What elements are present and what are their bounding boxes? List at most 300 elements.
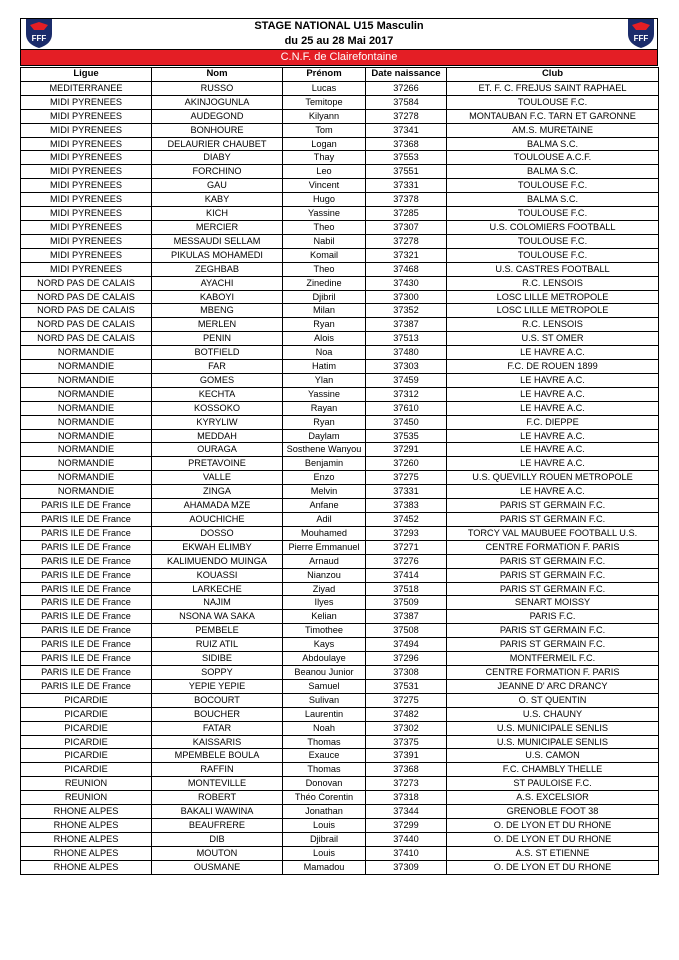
cell-club: LE HAVRE A.C. bbox=[447, 373, 659, 387]
cell-nom: FORCHINO bbox=[152, 165, 283, 179]
table-row bbox=[21, 123, 659, 137]
table-row bbox=[21, 401, 659, 415]
cell-nom: AOUCHICHE bbox=[152, 513, 283, 527]
cell-prenom: Zinedine bbox=[283, 276, 366, 290]
cell-ligue: PARIS ILE DE France bbox=[21, 624, 152, 638]
cell-ligue: NORMANDIE bbox=[21, 443, 152, 457]
cell-nom: RAFFIN bbox=[152, 763, 283, 777]
cell-date-naissance: 37368 bbox=[366, 137, 447, 151]
cell-ligue: PARIS ILE DE France bbox=[21, 526, 152, 540]
cell-prenom: Enzo bbox=[283, 471, 366, 485]
cell-nom: VALLE bbox=[152, 471, 283, 485]
cell-prenom: Alois bbox=[283, 332, 366, 346]
cell-date-naissance: 37303 bbox=[366, 360, 447, 374]
cell-prenom: Milan bbox=[283, 304, 366, 318]
cell-club: LOSC LILLE METROPOLE bbox=[447, 304, 659, 318]
table-row bbox=[21, 193, 659, 207]
cell-club: ST PAULOISE F.C. bbox=[447, 777, 659, 791]
table-row bbox=[21, 95, 659, 109]
table-row bbox=[21, 582, 659, 596]
cell-date-naissance: 37275 bbox=[366, 693, 447, 707]
table-row bbox=[21, 262, 659, 276]
cell-date-naissance: 37459 bbox=[366, 373, 447, 387]
cell-nom: RUSSO bbox=[152, 81, 283, 95]
cell-date-naissance: 37296 bbox=[366, 652, 447, 666]
cell-club: A.S. ST ETIENNE bbox=[447, 846, 659, 860]
cell-ligue: NORMANDIE bbox=[21, 485, 152, 499]
cell-club: LE HAVRE A.C. bbox=[447, 401, 659, 415]
cell-date-naissance: 37518 bbox=[366, 582, 447, 596]
cell-prenom: Kilyann bbox=[283, 109, 366, 123]
cell-ligue: RHONE ALPES bbox=[21, 805, 152, 819]
cell-club: O. DE LYON ET DU RHONE bbox=[447, 860, 659, 874]
column-header-club: Club bbox=[447, 68, 659, 82]
cell-club: GRENOBLE FOOT 38 bbox=[447, 805, 659, 819]
table-row bbox=[21, 832, 659, 846]
table-row bbox=[21, 777, 659, 791]
cell-date-naissance: 37482 bbox=[366, 707, 447, 721]
cell-date-naissance: 37480 bbox=[366, 346, 447, 360]
cell-prenom: Samuel bbox=[283, 679, 366, 693]
cell-ligue: PICARDIE bbox=[21, 735, 152, 749]
cell-prenom: Hatim bbox=[283, 360, 366, 374]
cell-date-naissance: 37553 bbox=[366, 151, 447, 165]
cell-nom: GOMES bbox=[152, 373, 283, 387]
cell-date-naissance: 37513 bbox=[366, 332, 447, 346]
cell-prenom: Temitope bbox=[283, 95, 366, 109]
cell-club: SENART MOISSY bbox=[447, 596, 659, 610]
cell-date-naissance: 37352 bbox=[366, 304, 447, 318]
cell-date-naissance: 37321 bbox=[366, 248, 447, 262]
table-row bbox=[21, 610, 659, 624]
cell-ligue: MIDI PYRENEES bbox=[21, 95, 152, 109]
cell-date-naissance: 37430 bbox=[366, 276, 447, 290]
table-row bbox=[21, 234, 659, 248]
cell-club: MONTAUBAN F.C. TARN ET GARONNE bbox=[447, 109, 659, 123]
cell-prenom: Jonathan bbox=[283, 805, 366, 819]
cell-nom: SIDIBE bbox=[152, 652, 283, 666]
table-row bbox=[21, 513, 659, 527]
table-row bbox=[21, 638, 659, 652]
cell-club: U.S. CAMON bbox=[447, 749, 659, 763]
cell-club: ET. F. C. FREJUS SAINT RAPHAEL bbox=[447, 81, 659, 95]
table-row bbox=[21, 485, 659, 499]
table-row bbox=[21, 179, 659, 193]
cell-date-naissance: 37293 bbox=[366, 526, 447, 540]
cell-prenom: Ylan bbox=[283, 373, 366, 387]
cell-club: PARIS F.C. bbox=[447, 610, 659, 624]
column-header-ligue: Ligue bbox=[21, 68, 152, 82]
cell-nom: MERCIER bbox=[152, 220, 283, 234]
cell-date-naissance: 37610 bbox=[366, 401, 447, 415]
cell-prenom: Hugo bbox=[283, 193, 366, 207]
cell-prenom: Pierre Emmanuel bbox=[283, 540, 366, 554]
cell-nom: ZEGHBAB bbox=[152, 262, 283, 276]
cell-ligue: PICARDIE bbox=[21, 707, 152, 721]
table-row bbox=[21, 346, 659, 360]
cell-ligue: PARIS ILE DE France bbox=[21, 638, 152, 652]
cell-ligue: MIDI PYRENEES bbox=[21, 207, 152, 221]
cell-prenom: Benjamin bbox=[283, 457, 366, 471]
cell-nom: BONHOURE bbox=[152, 123, 283, 137]
cell-ligue: NORMANDIE bbox=[21, 457, 152, 471]
cell-date-naissance: 37584 bbox=[366, 95, 447, 109]
cell-date-naissance: 37391 bbox=[366, 749, 447, 763]
cell-date-naissance: 37508 bbox=[366, 624, 447, 638]
cell-ligue: RHONE ALPES bbox=[21, 846, 152, 860]
table-row bbox=[21, 360, 659, 374]
cell-nom: KALIMUENDO MUINGA bbox=[152, 554, 283, 568]
cell-nom: RUIZ ATIL bbox=[152, 638, 283, 652]
cell-prenom: Ilyes bbox=[283, 596, 366, 610]
cell-club: CENTRE FORMATION F. PARIS bbox=[447, 665, 659, 679]
cell-club: LE HAVRE A.C. bbox=[447, 485, 659, 499]
cell-club: BALMA S.C. bbox=[447, 165, 659, 179]
cell-club: U.S. QUEVILLY ROUEN METROPOLE bbox=[447, 471, 659, 485]
cell-date-naissance: 37260 bbox=[366, 457, 447, 471]
cell-ligue: MEDITERRANEE bbox=[21, 81, 152, 95]
cell-date-naissance: 37300 bbox=[366, 290, 447, 304]
table-body bbox=[21, 81, 659, 874]
cell-prenom: Nianzou bbox=[283, 568, 366, 582]
table-row bbox=[21, 109, 659, 123]
table-row bbox=[21, 791, 659, 805]
cell-prenom: Djibril bbox=[283, 290, 366, 304]
table-row bbox=[21, 860, 659, 874]
table-row bbox=[21, 818, 659, 832]
cell-date-naissance: 37440 bbox=[366, 832, 447, 846]
table-row bbox=[21, 721, 659, 735]
cell-ligue: NORMANDIE bbox=[21, 429, 152, 443]
cell-date-naissance: 37276 bbox=[366, 554, 447, 568]
cell-club: O. DE LYON ET DU RHONE bbox=[447, 818, 659, 832]
cell-ligue: PARIS ILE DE France bbox=[21, 652, 152, 666]
cell-date-naissance: 37285 bbox=[366, 207, 447, 221]
cell-date-naissance: 37308 bbox=[366, 665, 447, 679]
cell-club: PARIS ST GERMAIN F.C. bbox=[447, 554, 659, 568]
cell-club: PARIS ST GERMAIN F.C. bbox=[447, 499, 659, 513]
cell-nom: MEDDAH bbox=[152, 429, 283, 443]
cell-ligue: PARIS ILE DE France bbox=[21, 568, 152, 582]
table-row bbox=[21, 220, 659, 234]
cell-prenom: Laurentin bbox=[283, 707, 366, 721]
cell-prenom: Melvin bbox=[283, 485, 366, 499]
cell-date-naissance: 37410 bbox=[366, 846, 447, 860]
table-row bbox=[21, 207, 659, 221]
cell-nom: AKINJOGUNLA bbox=[152, 95, 283, 109]
cell-date-naissance: 37468 bbox=[366, 262, 447, 276]
cell-nom: AYACHI bbox=[152, 276, 283, 290]
cell-club: TOULOUSE F.C. bbox=[447, 179, 659, 193]
column-header-nom: Nom bbox=[152, 68, 283, 82]
table-row bbox=[21, 304, 659, 318]
cell-ligue: NORD PAS DE CALAIS bbox=[21, 318, 152, 332]
cell-nom: MESSAUDI SELLAM bbox=[152, 234, 283, 248]
cell-club: CENTRE FORMATION F. PARIS bbox=[447, 540, 659, 554]
cell-date-naissance: 37278 bbox=[366, 109, 447, 123]
cell-date-naissance: 37273 bbox=[366, 777, 447, 791]
cell-prenom: Arnaud bbox=[283, 554, 366, 568]
cell-nom: PEMBELE bbox=[152, 624, 283, 638]
cell-date-naissance: 37375 bbox=[366, 735, 447, 749]
cell-club: O. DE LYON ET DU RHONE bbox=[447, 832, 659, 846]
cell-ligue: PICARDIE bbox=[21, 721, 152, 735]
cell-club: PARIS ST GERMAIN F.C. bbox=[447, 582, 659, 596]
cell-date-naissance: 37266 bbox=[366, 81, 447, 95]
cell-prenom: Kays bbox=[283, 638, 366, 652]
cell-nom: EKWAH ELIMBY bbox=[152, 540, 283, 554]
cell-nom: BOTFIELD bbox=[152, 346, 283, 360]
column-header-prenom: Prénom bbox=[283, 68, 366, 82]
cell-prenom: Ryan bbox=[283, 415, 366, 429]
cell-date-naissance: 37302 bbox=[366, 721, 447, 735]
cell-prenom: Donovan bbox=[283, 777, 366, 791]
cell-prenom: Noa bbox=[283, 346, 366, 360]
document-header bbox=[20, 18, 658, 66]
cell-ligue: MIDI PYRENEES bbox=[21, 179, 152, 193]
cell-club: TOULOUSE F.C. bbox=[447, 248, 659, 262]
cell-ligue: NORD PAS DE CALAIS bbox=[21, 304, 152, 318]
cell-nom: DIB bbox=[152, 832, 283, 846]
cell-date-naissance: 37452 bbox=[366, 513, 447, 527]
cell-date-naissance: 37291 bbox=[366, 443, 447, 457]
cell-ligue: MIDI PYRENEES bbox=[21, 165, 152, 179]
cell-date-naissance: 37331 bbox=[366, 179, 447, 193]
cell-date-naissance: 37299 bbox=[366, 818, 447, 832]
cell-date-naissance: 37318 bbox=[366, 791, 447, 805]
cell-ligue: PARIS ILE DE France bbox=[21, 610, 152, 624]
cell-prenom: Sulivan bbox=[283, 693, 366, 707]
cell-club: TOULOUSE F.C. bbox=[447, 234, 659, 248]
cell-date-naissance: 37531 bbox=[366, 679, 447, 693]
cell-nom: DIABY bbox=[152, 151, 283, 165]
cell-club: LE HAVRE A.C. bbox=[447, 387, 659, 401]
cell-date-naissance: 37312 bbox=[366, 387, 447, 401]
cell-nom: BOCOURT bbox=[152, 693, 283, 707]
cell-ligue: MIDI PYRENEES bbox=[21, 234, 152, 248]
cell-club: TOULOUSE A.C.F. bbox=[447, 151, 659, 165]
cell-club: TORCY VAL MAUBUEE FOOTBALL U.S. bbox=[447, 526, 659, 540]
cell-nom: KABY bbox=[152, 193, 283, 207]
cell-ligue: MIDI PYRENEES bbox=[21, 137, 152, 151]
cell-nom: PIKULAS MOHAMEDI bbox=[152, 248, 283, 262]
cell-prenom: Adil bbox=[283, 513, 366, 527]
cell-club: PARIS ST GERMAIN F.C. bbox=[447, 624, 659, 638]
cell-prenom: Tom bbox=[283, 123, 366, 137]
table-row bbox=[21, 665, 659, 679]
cell-ligue: REUNION bbox=[21, 777, 152, 791]
cell-nom: KAISSARIS bbox=[152, 735, 283, 749]
table-row bbox=[21, 165, 659, 179]
cell-nom: DOSSO bbox=[152, 526, 283, 540]
table-row bbox=[21, 596, 659, 610]
table-row bbox=[21, 387, 659, 401]
cell-nom: OURAGA bbox=[152, 443, 283, 457]
column-header-date-naissance: Date naissance bbox=[366, 68, 447, 82]
cell-prenom: Thomas bbox=[283, 735, 366, 749]
cell-nom: KICH bbox=[152, 207, 283, 221]
table-row bbox=[21, 707, 659, 721]
table-row bbox=[21, 554, 659, 568]
cell-prenom: Noah bbox=[283, 721, 366, 735]
cell-ligue: RHONE ALPES bbox=[21, 818, 152, 832]
cell-club: LE HAVRE A.C. bbox=[447, 457, 659, 471]
table-row bbox=[21, 499, 659, 513]
cell-prenom: Nabil bbox=[283, 234, 366, 248]
cell-date-naissance: 37535 bbox=[366, 429, 447, 443]
venue-banner: C.N.F. de Clairefontaine bbox=[20, 49, 658, 66]
cell-nom: AUDEGOND bbox=[152, 109, 283, 123]
table-row bbox=[21, 137, 659, 151]
cell-prenom: Timothee bbox=[283, 624, 366, 638]
cell-ligue: MIDI PYRENEES bbox=[21, 248, 152, 262]
cell-nom: LARKECHE bbox=[152, 582, 283, 596]
cell-club: MONTFERMEIL F.C. bbox=[447, 652, 659, 666]
cell-date-naissance: 37344 bbox=[366, 805, 447, 819]
cell-nom: KECHTA bbox=[152, 387, 283, 401]
cell-nom: MPEMBELE BOULA bbox=[152, 749, 283, 763]
cell-club: LE HAVRE A.C. bbox=[447, 346, 659, 360]
document-dates: du 25 au 28 Mai 2017 bbox=[20, 34, 658, 49]
table-row bbox=[21, 540, 659, 554]
cell-nom: FATAR bbox=[152, 721, 283, 735]
cell-date-naissance: 37307 bbox=[366, 220, 447, 234]
cell-prenom: Mamadou bbox=[283, 860, 366, 874]
cell-nom: AHAMADA MZE bbox=[152, 499, 283, 513]
cell-date-naissance: 37378 bbox=[366, 193, 447, 207]
cell-club: PARIS ST GERMAIN F.C. bbox=[447, 513, 659, 527]
cell-club: BALMA S.C. bbox=[447, 137, 659, 151]
cell-club: U.S. CASTRES FOOTBALL bbox=[447, 262, 659, 276]
cell-ligue: PARIS ILE DE France bbox=[21, 665, 152, 679]
table-row bbox=[21, 763, 659, 777]
cell-nom: ZINGA bbox=[152, 485, 283, 499]
table-row bbox=[21, 81, 659, 95]
cell-ligue: NORD PAS DE CALAIS bbox=[21, 276, 152, 290]
cell-nom: ROBERT bbox=[152, 791, 283, 805]
cell-prenom: Yassine bbox=[283, 207, 366, 221]
cell-nom: MERLEN bbox=[152, 318, 283, 332]
cell-ligue: MIDI PYRENEES bbox=[21, 220, 152, 234]
cell-ligue: PARIS ILE DE France bbox=[21, 596, 152, 610]
cell-nom: MBENG bbox=[152, 304, 283, 318]
cell-nom: OUSMANE bbox=[152, 860, 283, 874]
table-row bbox=[21, 693, 659, 707]
table-row bbox=[21, 471, 659, 485]
cell-prenom: Leo bbox=[283, 165, 366, 179]
table-header-row bbox=[21, 68, 659, 82]
cell-prenom: Louis bbox=[283, 846, 366, 860]
table-row bbox=[21, 318, 659, 332]
cell-date-naissance: 37383 bbox=[366, 499, 447, 513]
cell-club: F.C. DE ROUEN 1899 bbox=[447, 360, 659, 374]
cell-nom: BOUCHER bbox=[152, 707, 283, 721]
cell-prenom: Daylam bbox=[283, 429, 366, 443]
cell-ligue: NORMANDIE bbox=[21, 360, 152, 374]
cell-nom: DELAURIER CHAUBET bbox=[152, 137, 283, 151]
cell-club: U.S. MUNICIPALE SENLIS bbox=[447, 735, 659, 749]
table-row bbox=[21, 457, 659, 471]
cell-ligue: NORMANDIE bbox=[21, 401, 152, 415]
cell-prenom: Logan bbox=[283, 137, 366, 151]
cell-ligue: MIDI PYRENEES bbox=[21, 262, 152, 276]
cell-club: F.C. CHAMBLY THELLE bbox=[447, 763, 659, 777]
table-row bbox=[21, 846, 659, 860]
cell-club: AM.S. MURETAINE bbox=[447, 123, 659, 137]
cell-prenom: Lucas bbox=[283, 81, 366, 95]
cell-ligue: PICARDIE bbox=[21, 763, 152, 777]
cell-club: F.C. DIEPPE bbox=[447, 415, 659, 429]
cell-prenom: Abdoulaye bbox=[283, 652, 366, 666]
cell-ligue: PARIS ILE DE France bbox=[21, 554, 152, 568]
cell-date-naissance: 37414 bbox=[366, 568, 447, 582]
cell-date-naissance: 37368 bbox=[366, 763, 447, 777]
cell-ligue: NORMANDIE bbox=[21, 346, 152, 360]
player-table bbox=[20, 67, 659, 875]
table-row bbox=[21, 735, 659, 749]
cell-nom: BAKALI WAWINA bbox=[152, 805, 283, 819]
cell-ligue: REUNION bbox=[21, 791, 152, 805]
cell-club: R.C. LENSOIS bbox=[447, 318, 659, 332]
cell-ligue: NORMANDIE bbox=[21, 387, 152, 401]
svg-text:FFF: FFF bbox=[31, 34, 47, 43]
table-row bbox=[21, 151, 659, 165]
cell-club: TOULOUSE F.C. bbox=[447, 95, 659, 109]
table-row bbox=[21, 568, 659, 582]
table-row bbox=[21, 679, 659, 693]
cell-ligue: NORD PAS DE CALAIS bbox=[21, 332, 152, 346]
table-row bbox=[21, 443, 659, 457]
svg-text:FFF: FFF bbox=[633, 34, 649, 43]
cell-nom: NSONA WA SAKA bbox=[152, 610, 283, 624]
cell-club: PARIS ST GERMAIN F.C. bbox=[447, 638, 659, 652]
cell-date-naissance: 37551 bbox=[366, 165, 447, 179]
table-row bbox=[21, 749, 659, 763]
table-row bbox=[21, 248, 659, 262]
cell-ligue: RHONE ALPES bbox=[21, 832, 152, 846]
table-row bbox=[21, 415, 659, 429]
table-row bbox=[21, 276, 659, 290]
table-row bbox=[21, 805, 659, 819]
table-row bbox=[21, 624, 659, 638]
cell-ligue: NORD PAS DE CALAIS bbox=[21, 290, 152, 304]
cell-ligue: RHONE ALPES bbox=[21, 860, 152, 874]
cell-nom: PRETAVOINE bbox=[152, 457, 283, 471]
cell-club: U.S. CHAUNY bbox=[447, 707, 659, 721]
table-row bbox=[21, 290, 659, 304]
cell-date-naissance: 37450 bbox=[366, 415, 447, 429]
cell-nom: KYRYLIW bbox=[152, 415, 283, 429]
cell-prenom: Komail bbox=[283, 248, 366, 262]
cell-prenom: Beanou Junior bbox=[283, 665, 366, 679]
cell-date-naissance: 37509 bbox=[366, 596, 447, 610]
cell-ligue: NORMANDIE bbox=[21, 415, 152, 429]
cell-club: BALMA S.C. bbox=[447, 193, 659, 207]
cell-ligue: MIDI PYRENEES bbox=[21, 109, 152, 123]
cell-ligue: MIDI PYRENEES bbox=[21, 151, 152, 165]
document-title: STAGE NATIONAL U15 Masculin bbox=[20, 18, 658, 34]
cell-date-naissance: 37309 bbox=[366, 860, 447, 874]
cell-ligue: PARIS ILE DE France bbox=[21, 499, 152, 513]
table-row bbox=[21, 652, 659, 666]
cell-nom: PENIN bbox=[152, 332, 283, 346]
cell-club: U.S. ST OMER bbox=[447, 332, 659, 346]
cell-nom: SOPPY bbox=[152, 665, 283, 679]
cell-prenom: Thomas bbox=[283, 763, 366, 777]
cell-date-naissance: 37331 bbox=[366, 485, 447, 499]
cell-nom: YEPIE YEPIE bbox=[152, 679, 283, 693]
cell-nom: KOUASSI bbox=[152, 568, 283, 582]
